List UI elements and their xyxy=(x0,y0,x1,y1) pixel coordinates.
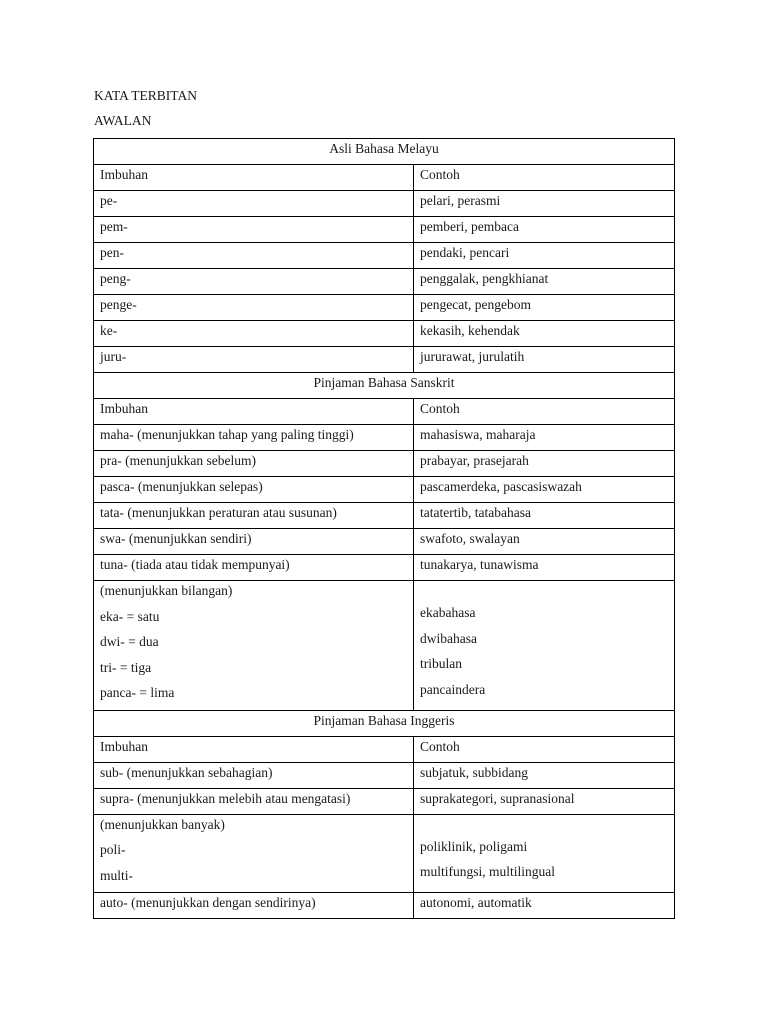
table-row xyxy=(94,269,675,295)
table-row xyxy=(94,477,675,503)
section-title: Asli Bahasa Melayu xyxy=(94,139,675,165)
header-contoh: Contoh xyxy=(414,165,675,191)
example-line: dwibahasa xyxy=(420,630,477,646)
table-row xyxy=(94,788,675,814)
affix-line: eka- = satu xyxy=(100,608,160,624)
affix-line: (menunjukkan banyak) xyxy=(100,816,225,832)
affix-cell xyxy=(94,581,414,711)
affix-cell: pe- xyxy=(94,191,414,217)
header-row xyxy=(94,165,675,191)
example-cell: pemberi, pembaca xyxy=(414,217,675,243)
affix-line: (menunjukkan bilangan) xyxy=(100,583,233,598)
section-row xyxy=(94,710,675,736)
affix-line: multi- xyxy=(100,867,133,883)
header-row xyxy=(94,399,675,425)
example-cell: penggalak, pengkhianat xyxy=(414,269,675,295)
affix-cell: pen- xyxy=(94,243,414,269)
example-cell: tatatertib, tatabahasa xyxy=(414,503,675,529)
table-row-multiline xyxy=(94,814,675,893)
section-row xyxy=(94,373,675,399)
affix-line: panca- = lima xyxy=(100,685,175,700)
example-line: pancaindera xyxy=(420,681,486,697)
header-row xyxy=(94,736,675,762)
table-row xyxy=(94,217,675,243)
header-contoh: Contoh xyxy=(414,736,675,762)
example-cell xyxy=(414,581,675,711)
example-cell: suprakategori, supranasional xyxy=(414,788,675,814)
table-row xyxy=(94,893,675,919)
table-row xyxy=(94,503,675,529)
affix-cell: sub- (menunjukkan sebahagian) xyxy=(94,762,414,788)
table-row xyxy=(94,295,675,321)
affix-cell: tata- (menunjukkan peraturan atau susunan) xyxy=(94,503,414,529)
table-row xyxy=(94,425,675,451)
affix-cell: penge- xyxy=(94,295,414,321)
example-line: ekabahasa xyxy=(420,605,476,620)
header-contoh: Contoh xyxy=(414,399,675,425)
table-row xyxy=(94,451,675,477)
table-row xyxy=(94,191,675,217)
affix-cell: ke- xyxy=(94,321,414,347)
affix-cell: supra- (menunjukkan melebih atau mengatasi) xyxy=(94,788,414,814)
affix-cell: maha- (menunjukkan tahap yang paling tinggi) xyxy=(94,425,414,451)
header-imbuhan: Imbuhan xyxy=(94,736,414,762)
example-cell: kekasih, kehendak xyxy=(414,321,675,347)
table-row xyxy=(94,529,675,555)
example-line: multifungsi, multilingual xyxy=(420,864,555,879)
table-row xyxy=(94,555,675,581)
affix-cell: tuna- (tiada atau tidak mempunyai) xyxy=(94,555,414,581)
affix-cell: juru- xyxy=(94,347,414,373)
affix-cell xyxy=(94,814,414,893)
affix-cell: pasca- (menunjukkan selepas) xyxy=(94,477,414,503)
header-imbuhan: Imbuhan xyxy=(94,399,414,425)
table-row-multiline xyxy=(94,581,675,711)
affix-cell: pra- (menunjukkan sebelum) xyxy=(94,451,414,477)
document-title: KATA TERBITAN xyxy=(94,88,197,103)
table-row xyxy=(94,243,675,269)
example-cell: swafoto, swalayan xyxy=(414,529,675,555)
example-cell: pengecat, pengebom xyxy=(414,295,675,321)
affix-cell: auto- (menunjukkan dengan sendirinya) xyxy=(94,893,414,919)
table-row xyxy=(94,321,675,347)
section-row xyxy=(94,139,675,165)
affix-cell: pem- xyxy=(94,217,414,243)
table-row xyxy=(94,762,675,788)
example-cell: subjatuk, subbidang xyxy=(414,762,675,788)
header-imbuhan: Imbuhan xyxy=(94,165,414,191)
example-cell: mahasiswa, maharaja xyxy=(414,425,675,451)
document-subtitle: AWALAN xyxy=(94,113,152,128)
affix-cell: peng- xyxy=(94,269,414,295)
example-cell: pendaki, pencari xyxy=(414,243,675,269)
affix-cell: swa- (menunjukkan sendiri) xyxy=(94,529,414,555)
example-cell: jururawat, jurulatih xyxy=(414,347,675,373)
example-cell: pelari, perasmi xyxy=(414,191,675,217)
example-cell: prabayar, prasejarah xyxy=(414,451,675,477)
table-row xyxy=(94,347,675,373)
example-line: tribulan xyxy=(420,656,462,671)
example-cell xyxy=(414,814,675,893)
affix-line: tri- = tiga xyxy=(100,659,152,675)
section-title: Pinjaman Bahasa Sanskrit xyxy=(94,373,675,399)
affix-line: poli- xyxy=(100,842,126,857)
section-title: Pinjaman Bahasa Inggeris xyxy=(94,710,675,736)
example-cell: tunakarya, tunawisma xyxy=(414,555,675,581)
affix-line: dwi- = dua xyxy=(100,634,159,649)
example-line: poliklinik, poligami xyxy=(420,838,528,854)
example-cell: pascamerdeka, pascasiswazah xyxy=(414,477,675,503)
example-cell: autonomi, automatik xyxy=(414,893,675,919)
affix-table xyxy=(93,138,675,919)
